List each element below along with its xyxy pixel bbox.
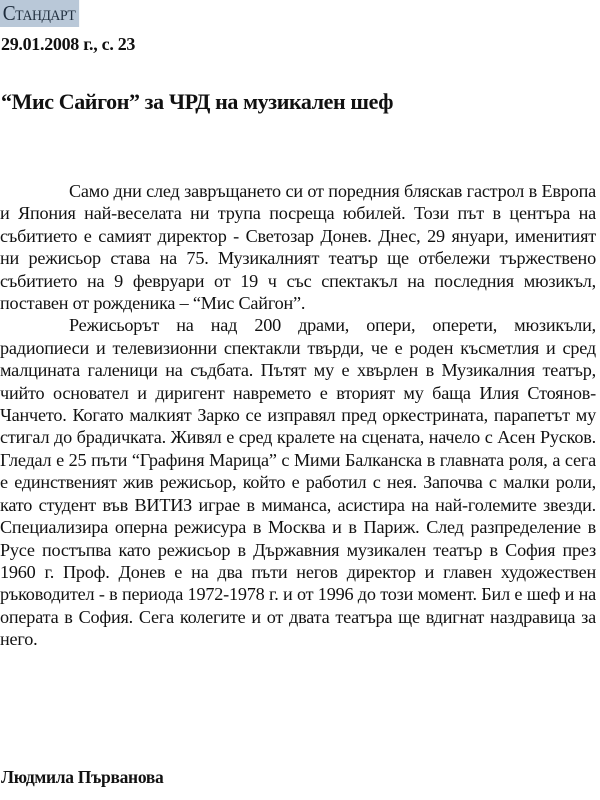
- publication-logo: Стандарт: [0, 0, 79, 27]
- article-title: “Мис Сайгон” за ЧРД на музикален шеф: [1, 89, 394, 114]
- article-author: Людмила Първанова: [1, 767, 164, 787]
- publication-date: 29.01.2008 г., с. 23: [1, 34, 136, 54]
- article-body: [0, 180, 596, 651]
- article-paragraph: Само дни след завръщането си от поредния бляскав гастрол в Европа и Япония най-веселата ни трупа посреща юбилей. Този път в центъра на събитието е самият директор - Светозар Донев. Днес, 29 януари, именитият ни режисьор става на 75. Музикалният театър ще отбележи тържествено събитието на 9 февруари от 19 ч със спектакъл на последния мюзикъл, поставен от рожденика – “Мис Сайгон”.: [0, 181, 596, 314]
- article-paragraph: Режисьорът на над 200 драми, опери, оперети, мюзикъли, радиопиеси и телевизионни спектакли твърди, че е роден късметлия и сред малцината галеници на съдбата. Пътят му е хвърлен в Музикалния театър, чийто основател и диригент навремето е вторият му баща Илия Стоянов-Чанчето. Когато малкият Зарко се изправял пред оркестрината, парапетът му стигал до брадичката. Живял е сред кралете на сцената, начело с Асен Русков. Гледал е 25 пъти “Графиня Марица” с Мими Балканска в главната роля, а сега е единственият жив режисьор, който е работил с нея. Започва с малки роли, като студент във ВИТИЗ играе в миманса, асистира на най-големите звезди. Специализира оперна режисура в Москва и в Париж. След разпределение в Русе постъпва като режисьор в Държавния музикален театър в София през 1960 г. Проф. Донев е на два пъти негов директор и главен художествен ръководител - в периода 1972-1978 г. и от 1996 до този момент. Бил е шеф и на операта в София. Сега колегите и от двата театъра ще вдигнат наздравица за него.: [0, 315, 596, 650]
